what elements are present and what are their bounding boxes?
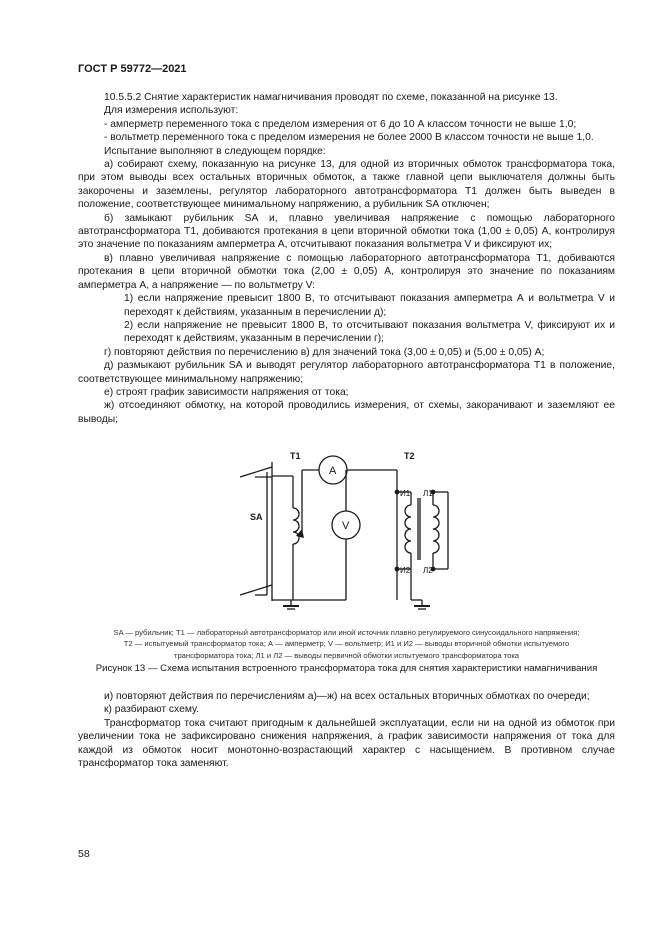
figure-title: Рисунок 13 — Схема испытания встроенного трансформатора тока для снятия характеристики намагничивания [95,663,598,674]
label-sa: SA [250,512,263,522]
paragraph: к) разбирают схему. [104,704,199,716]
paragraph: а) собирают схему, показанную на рисунке 13, для одной из вторичных обмоток трансформатора тока, при этом выводы всех остальных вторичных обмоток, а также главной цепи выключателя должны быть закорочены и заземлены, регулятор лабораторного автотрансформатора Т1 должен быть выведен в положение, соответствующее минимальному напряжению, а рубильник SA отключен; [78,159,615,211]
paragraph: д) размыкают рубильник SA и выводят регулятор лабораторного автотрансформатора Т1 в положение, соответствующее минимальному напряжению; [78,360,615,385]
paragraph: ж) отсоединяют обмотку, на которой проводились измерения, от схемы, закорачивают и заземляют ее выводы; [78,400,615,425]
label-t1: T1 [290,451,301,461]
paragraph: - вольтметр переменного тока с пределом измерения не более 2000 В классом точности не выше 1,0. [104,132,594,144]
caption-line-3: трансформатора тока; Л1 и Л2 — выводы первичной обмотки испытуемого трансформатора тока [173,650,520,660]
paragraph: Испытание выполняют в следующем порядке: [104,145,326,157]
label-l1: Л1 [423,489,433,498]
paragraph: г) повторяют действия по перечислению в) для значений тока (3,00 ± 0,05) и (5,00 ± 0,05) А; [104,346,545,358]
t2-primary-coil [433,505,439,553]
paragraph: 1) если напряжение превысит 1800 В, то отсчитывают показания амперметра А и вольтметра V и переходят к действиям, указанным в перечислении д); [124,293,615,318]
label-voltmeter: V [342,520,350,532]
label-l2: Л2 [423,566,433,575]
paragraph: в) плавно увеличивая напряжение с помощью лабораторного автотрансформатора Т1, добиваются протекания в цепи вторичной обмотки тока (2,00 ± 0,05) А, контролируя это значение по показаниям амперметра А, а напряжение — по вольтметру V: [78,252,615,291]
paragraph: 2) если напряжение не превысит 1800 В, то отсчитывают показания вольтметра V, фиксируют их и переходят к действиям, указанным в перечислении г); [124,319,615,345]
label-ammeter: A [329,465,337,477]
page-number: 58 [78,848,90,860]
paragraph: 10.5.5.2 Снятие характеристик намагничивания проводят по схеме, показанной на рисунке 13. [104,92,558,103]
paragraph: Трансформатор тока считают пригодным к дальнейшей эксплуатации, если ни на одной из обмоток при увеличении тока не зафиксировано снижения напряжения, а график зависимости напряжения от тока для каждой из обмоток носит монотонно-возрастающий характер с насыщением. В противном случае трансформатор тока заменяют. [78,717,615,770]
paragraph: е) строят график зависимости напряжения от тока; [104,386,349,398]
paragraph: б) замыкают рубильник SA и, плавно увеличивая напряжение с помощью лабораторного автотрансформатора Т1, добиваются протекания в цепи вторичной обмотки тока (1,00 ± 0,05) А, контролируя это значение по показаниям амперметра А, отсчитывают показания вольтметра V и фиксируют их; [78,212,615,251]
caption-line-1: SA — рубильник; Т1 — лабораторный автотрансформатор или иной источник плавно регулируемого синусоидального напряжения; [113,628,580,637]
label-t2: T2 [404,451,415,461]
caption-line-2: Т2 — испытуемый трансформатор тока; А — амперметр; V — вольтметр; И1 и И2 — выводы вторичной обмотки испытуемого [123,639,570,649]
paragraph: - амперметр переменного тока с пределом измерения от 6 до 10 А классом точности не выше 1,0; [104,118,577,130]
paragraph: Для измерения используют: [104,105,239,117]
terminal-i2 [395,567,400,572]
document-header: ГОСТ Р 59772—2021 [78,63,187,75]
terminal-i1 [395,490,400,495]
paragraph: и) повторяют действия по перечислениям а)—ж) на всех остальных вторичных обмотках по очереди; [104,691,590,702]
label-i1: И1 [400,489,411,498]
figure-caption [78,627,615,661]
label-i2: И2 [400,566,411,575]
body-text-lower [78,690,615,770]
t2-secondary-coil [405,505,411,553]
t1-coil [293,508,299,544]
